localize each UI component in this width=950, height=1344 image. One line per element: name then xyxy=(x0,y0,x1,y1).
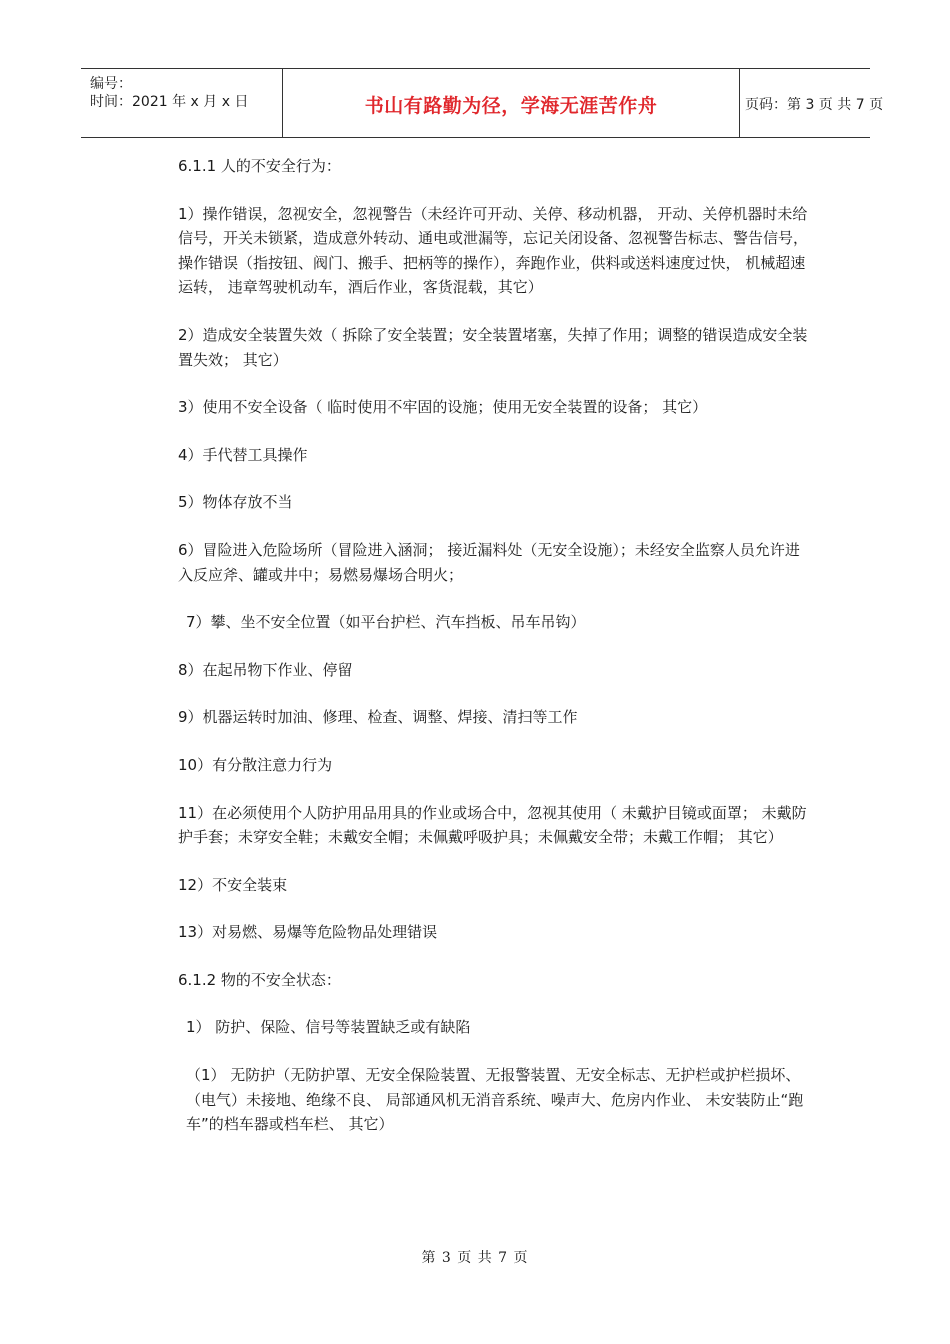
header-right-cell xyxy=(739,69,884,137)
item-2-safety-device-failure: 2）造成安全装置失效（ 拆除了安全装置；安全装置堵塞，失掉了作用；调整的错误造成安全装置失效； 其它） xyxy=(178,325,808,369)
header-page-info: 页码：第 3 页 共 7 页 xyxy=(745,97,884,113)
item-10-distraction: 10）有分散注意力行为 xyxy=(178,755,333,774)
item-13-hazardous-handling: 13）对易燃、易爆等危险物品处理错误 xyxy=(178,923,438,942)
item-11-ppe-neglect: 11）在必须使用个人防护用品用具的作业或场合中，忽视其使用（ 未戴护目镜或面罩； 未戴防护手套；未穿安全鞋；未戴安全帽；未佩戴呼吸护具；未佩戴安全带；未戴工作帽； 其它） xyxy=(178,803,807,847)
item-1-operation-errors: 1）操作错误，忽视安全，忽视警告（未经许可开动、关停、移动机器， 开动、关停机器时未给信号，开关未锁紧，造成意外转动、通电或泄漏等，忘记关闭设备、忽视警告标志、警告信号，操作错误（指按钮、阀门、搬手、把柄等的操作），奔跑作业，供料或送料速度过快， 机械超速运转， 违章驾驶机动车，酒后作业，客货混载，其它） xyxy=(178,204,809,297)
item-7-unsafe-position: 7）攀、坐不安全位置（如平台护栏、汽车挡板、吊车吊钩） xyxy=(186,613,586,632)
item-12-unsafe-attire: 12）不安全装束 xyxy=(178,875,288,894)
item-5-improper-storage: 5）物体存放不当 xyxy=(178,493,293,512)
header-left-cell xyxy=(81,69,282,137)
document-body xyxy=(144,154,814,1137)
header-motto: 书山有路勤为径，学海无涯苦作舟 xyxy=(364,95,658,117)
item-6-entering-danger-zone: 6）冒险进入危险场所（冒险进入涵洞； 接近漏料处（无安全设施）；未经安全监察人员允许进入反应斧、罐或井中；易燃易爆场合明火； xyxy=(178,540,800,584)
document-time-label: 时间：2021 年 x 月 x 日 xyxy=(90,94,249,110)
item-3-unsafe-equipment: 3）使用不安全设备（ 临时使用不牢固的设施；使用无安全装置的设备； 其它） xyxy=(178,398,708,417)
section-heading-6-1-2: 6.1.2 物的不安全状态： xyxy=(178,970,341,989)
item-8-under-lifted-load: 8）在起吊物下作业、停留 xyxy=(178,660,353,679)
header-middle-cell xyxy=(282,69,740,137)
document-id-label: 编号： xyxy=(90,76,132,92)
item-9-work-while-running: 9）机器运转时加油、修理、检查、调整、焊接、清扫等工作 xyxy=(178,708,578,727)
section-heading-6-1-1: 6.1.1 人的不安全行为： xyxy=(178,157,341,175)
state-item-1-protection-defects: 1） 防护、保险、信号等装置缺乏或有缺陷 xyxy=(186,1018,471,1037)
page-header xyxy=(81,68,884,138)
page-footer: 第 3 页 共 7 页 xyxy=(421,1250,529,1266)
state-subitem-1-no-protection: （1） 无防护（无防护罩、无安全保险装置、无报警装置、无安全标志、无护栏或护栏损坏、 （电气）未接地、绝缘不良、 局部通风机无消音系统、噪声大、危房内作业、 未安装防止“跑车”的档车器或档车栏、 其它） xyxy=(186,1066,804,1134)
item-4-hand-instead-of-tool: 4）手代替工具操作 xyxy=(178,445,308,464)
